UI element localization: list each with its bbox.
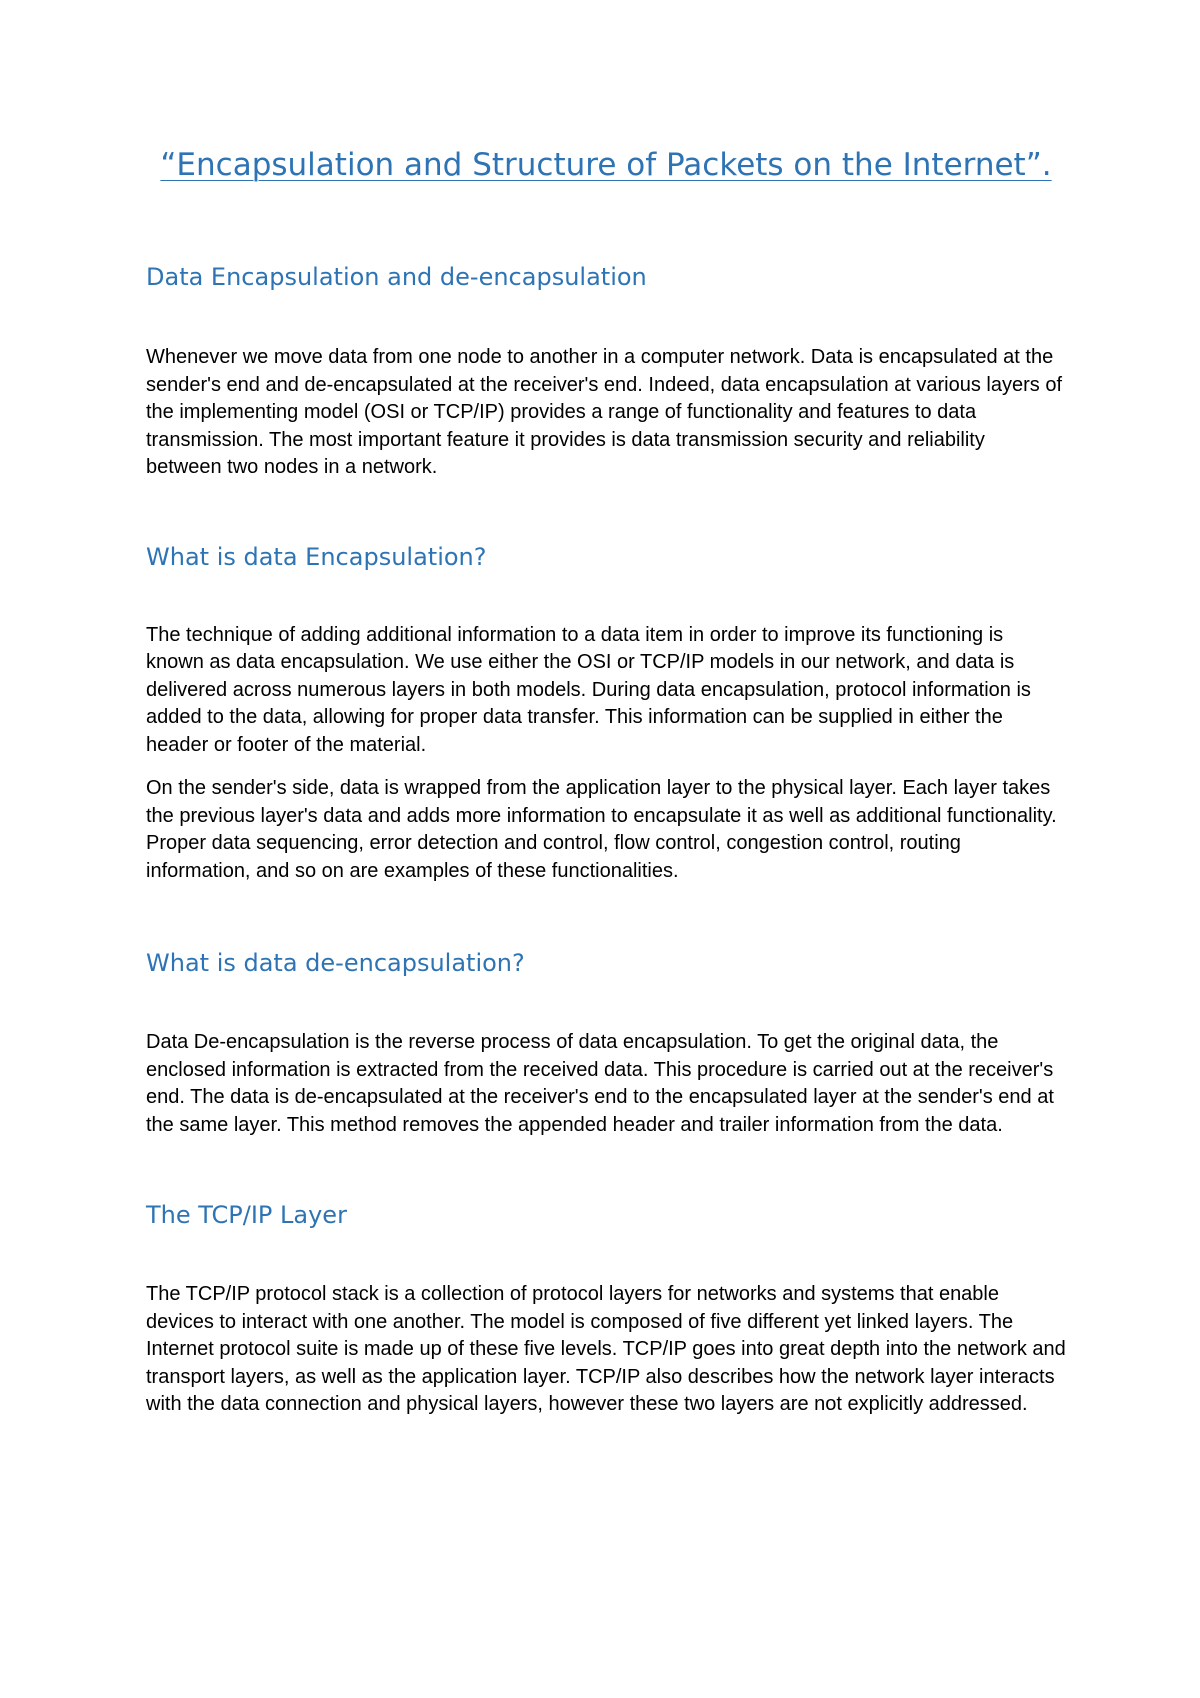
section-paragraph: On the sender's side, data is wrapped from the application layer to the physical layer. Each layer takes the previous layer's data and adds more information to encapsulate it as well as additional functionality. Proper data sequencing, error detection and control, flow control, congestion control, routing information, and so on are examples of these functionalities. — [146, 777, 1057, 882]
section-heading-what-is-data-encapsulation: What is data Encapsulation? — [146, 542, 487, 571]
section-paragraph: Whenever we move data from one node to another in a computer network. Data is encapsulated at the sender's end and de-encapsulated at the receiver's end. Indeed, data encapsulation at various layers of the implementing model (OSI or TCP/IP) provides a range of functionality and features to data transmission. The most important feature it provides is data transmission security and reliability between two nodes in a network. — [146, 346, 1063, 478]
section-paragraph: The technique of adding additional information to a data item in order to improve its functioning is known as data encapsulation. We use either the OSI or TCP/IP models in our network, and data is delivered across numerous layers in both models. During data encapsulation, protocol information is added to the data, allowing for proper data transfer. This information can be supplied in either the header or footer of the material. — [146, 623, 1031, 756]
section-heading-what-is-data-de-encapsulation: What is data de-encapsulation? — [146, 949, 525, 977]
section-paragraph: The TCP/IP protocol stack is a collection of protocol layers for networks and systems that enable devices to interact with one another. The model is composed of five different yet linked layers. The Internet protocol suite is made up of these five levels. TCP/IP goes into great depth into the network and transport layers, as well as the application layer. TCP/IP also describes how the network layer interacts with the data connection and physical layers, however these two layers are not explicitly addressed. — [146, 1283, 1066, 1415]
section-heading-the-tcp-ip-layer: The TCP/IP Layer — [146, 1201, 347, 1229]
section-paragraph: Data De-encapsulation is the reverse process of data encapsulation. To get the original data, the enclosed information is extracted from the received data. This procedure is carried out at the receiver's end. The data is de-encapsulated at the receiver's end to the encapsulated layer at the sender's end at the same layer. This method removes the appended header and trailer information from the data. — [146, 1031, 1054, 1136]
document-page — [146, 144, 1066, 1419]
section-heading-data-encapsulation-and-de-encapsulation: Data Encapsulation and de-encapsulation — [146, 263, 647, 291]
document-title: “Encapsulation and Structure of Packets on the Internet”. — [160, 147, 1052, 183]
